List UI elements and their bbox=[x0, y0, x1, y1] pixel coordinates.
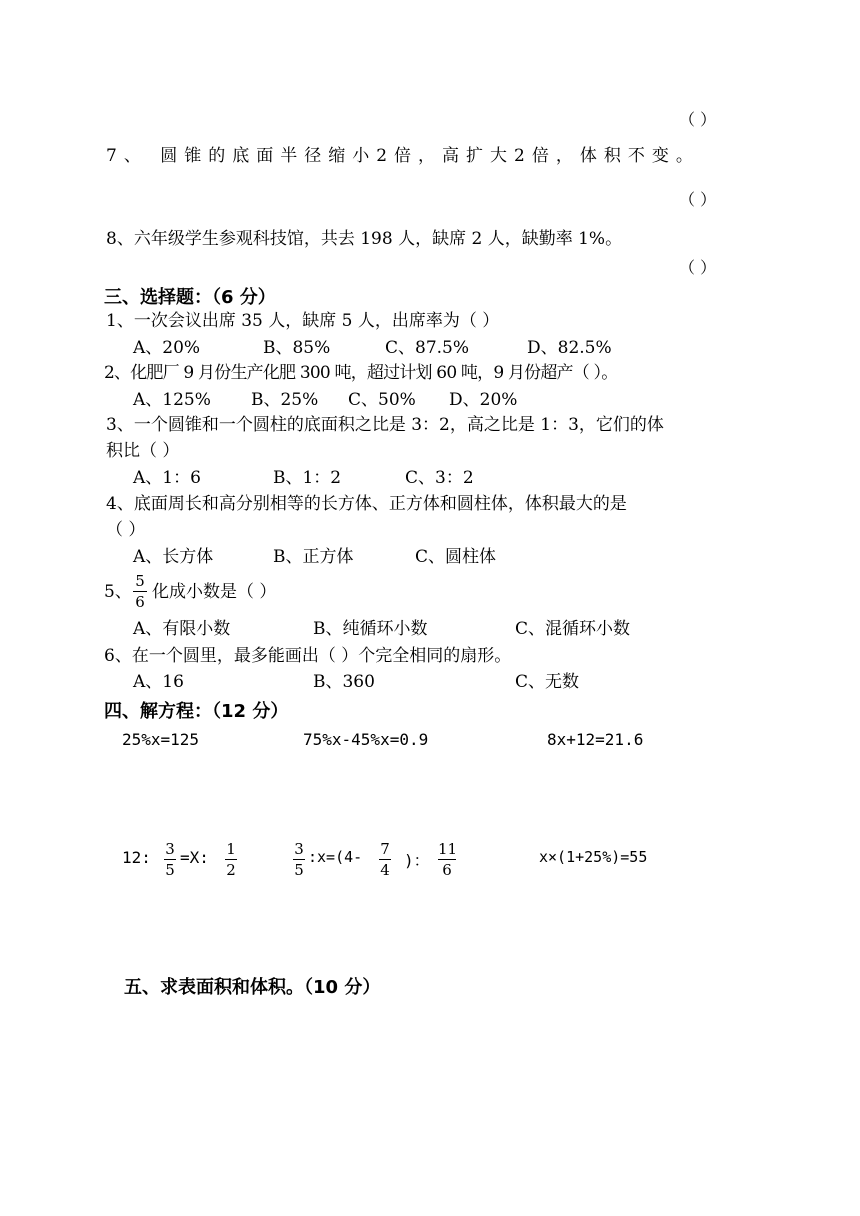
fraction-bar bbox=[438, 859, 456, 860]
choice-q1-option-a: A、20% bbox=[133, 338, 201, 358]
fraction-denominator: 4 bbox=[380, 861, 390, 879]
section-equations-heading: 四、解方程：（12 分） bbox=[104, 701, 289, 722]
fraction-denominator: 2 bbox=[226, 861, 236, 879]
choice-q4-option-a: A、长方体 bbox=[133, 547, 214, 567]
equation-5-part-b: )： bbox=[404, 851, 430, 870]
q8-answer-bracket: （ ） bbox=[679, 258, 717, 277]
choice-q2-option-d: D、20% bbox=[449, 390, 518, 410]
equation-4-fraction-1 bbox=[164, 840, 176, 879]
q7-answer-bracket: （ ） bbox=[679, 190, 717, 209]
choice-q5-prefix: 5、 bbox=[104, 582, 132, 602]
fraction-bar bbox=[379, 859, 391, 860]
equation-5-fraction-1 bbox=[293, 840, 305, 879]
choice-q5-option-c: C、混循环小数 bbox=[515, 619, 631, 639]
choice-q1-stem: 1、一次会议出席 35 人，缺席 5 人，出席率为（ ） bbox=[106, 311, 500, 331]
fraction-bar bbox=[293, 859, 305, 860]
fraction-numerator: 3 bbox=[294, 840, 304, 858]
choice-q6-stem: 6、在一个圆里，最多能画出（ ）个完全相同的扇形。 bbox=[104, 646, 512, 666]
choice-q4-stem-line1: 4、底面周长和高分别相等的长方体、正方体和圆柱体，体积最大的是 bbox=[106, 494, 627, 514]
choice-q1-option-d: D、82.5% bbox=[527, 338, 612, 358]
fraction-numerator: 1 bbox=[226, 840, 236, 858]
equation-2: 75%x-45%x=0.9 bbox=[303, 730, 429, 749]
choice-q3-option-a: A、1：6 bbox=[133, 468, 201, 488]
choice-q4-option-c: C、圆柱体 bbox=[415, 547, 497, 567]
equation-5-fraction-2 bbox=[379, 840, 391, 879]
choice-q6-option-c: C、无数 bbox=[515, 672, 580, 692]
choice-q3-option-b: B、1：2 bbox=[273, 468, 342, 488]
fraction-numerator: 7 bbox=[380, 840, 390, 858]
fraction-denominator: 5 bbox=[165, 861, 175, 879]
fraction-numerator: 11 bbox=[438, 840, 458, 858]
fraction-denominator: 6 bbox=[442, 861, 452, 879]
fraction-bar bbox=[225, 859, 237, 860]
choice-q5-option-a: A、有限小数 bbox=[133, 619, 231, 639]
choice-q2-stem: 2、化肥厂 9 月份生产化肥 300 吨，超过计划 60 吨，9 月份超产（ ）。 bbox=[104, 363, 618, 383]
choice-q4-option-b: B、正方体 bbox=[273, 547, 354, 567]
choice-q2-option-a: A、125% bbox=[133, 390, 211, 410]
equation-4-fraction-2 bbox=[225, 840, 237, 879]
fraction-denominator: 6 bbox=[135, 593, 145, 611]
judgement-q7: 7、 圆锥的底面半径缩小2倍，高扩大2倍，体积不变。 bbox=[106, 146, 700, 166]
equation-5-fraction-3 bbox=[438, 840, 456, 879]
fraction-bar bbox=[164, 859, 176, 860]
equation-1: 25%x=125 bbox=[122, 730, 200, 749]
choice-q2-option-b: B、25% bbox=[251, 390, 319, 410]
fraction-denominator: 5 bbox=[294, 861, 304, 879]
equation-3: 8x+12=21.6 bbox=[547, 730, 644, 749]
fraction-numerator: 5 bbox=[135, 572, 145, 590]
choice-q6-option-b: B、360 bbox=[313, 672, 375, 692]
equation-6: x×(1+25%)=55 bbox=[539, 848, 648, 866]
fraction-bar bbox=[133, 591, 147, 592]
section-surface-heading: 五、求表面积和体积。（10 分） bbox=[124, 977, 381, 998]
judgement-q8: 8、六年级学生参观科技馆，共去 198 人，缺席 2 人，缺勤率 1%。 bbox=[106, 229, 623, 249]
choice-q6-option-a: A、16 bbox=[133, 672, 184, 692]
choice-q2-option-c: C、50% bbox=[348, 390, 416, 410]
choice-q3-stem-line2: 积比（ ） bbox=[106, 441, 180, 461]
q6-answer-bracket: （ ） bbox=[679, 110, 717, 129]
choice-q3-option-c: C、3：2 bbox=[405, 468, 474, 488]
choice-q1-option-b: B、85% bbox=[263, 338, 331, 358]
equation-4-part-b: =X: bbox=[180, 848, 209, 867]
equation-5-part-a: :x=(4- bbox=[308, 848, 363, 866]
choice-q1-option-c: C、87.5% bbox=[385, 338, 470, 358]
choice-q5-suffix: 化成小数是（ ） bbox=[152, 582, 277, 602]
equation-4-part-a: 12: bbox=[122, 848, 151, 867]
choice-q5-option-b: B、纯循环小数 bbox=[313, 619, 428, 639]
fraction-numerator: 3 bbox=[165, 840, 175, 858]
choice-q3-stem-line1: 3、一个圆锥和一个圆柱的底面积之比是 3：2，高之比是 1：3，它们的体 bbox=[106, 415, 664, 435]
fraction-five-sixths bbox=[133, 572, 147, 611]
section-choice-heading: 三、选择题：（6 分） bbox=[104, 287, 276, 308]
choice-q4-stem-line2: （ ） bbox=[106, 520, 146, 540]
